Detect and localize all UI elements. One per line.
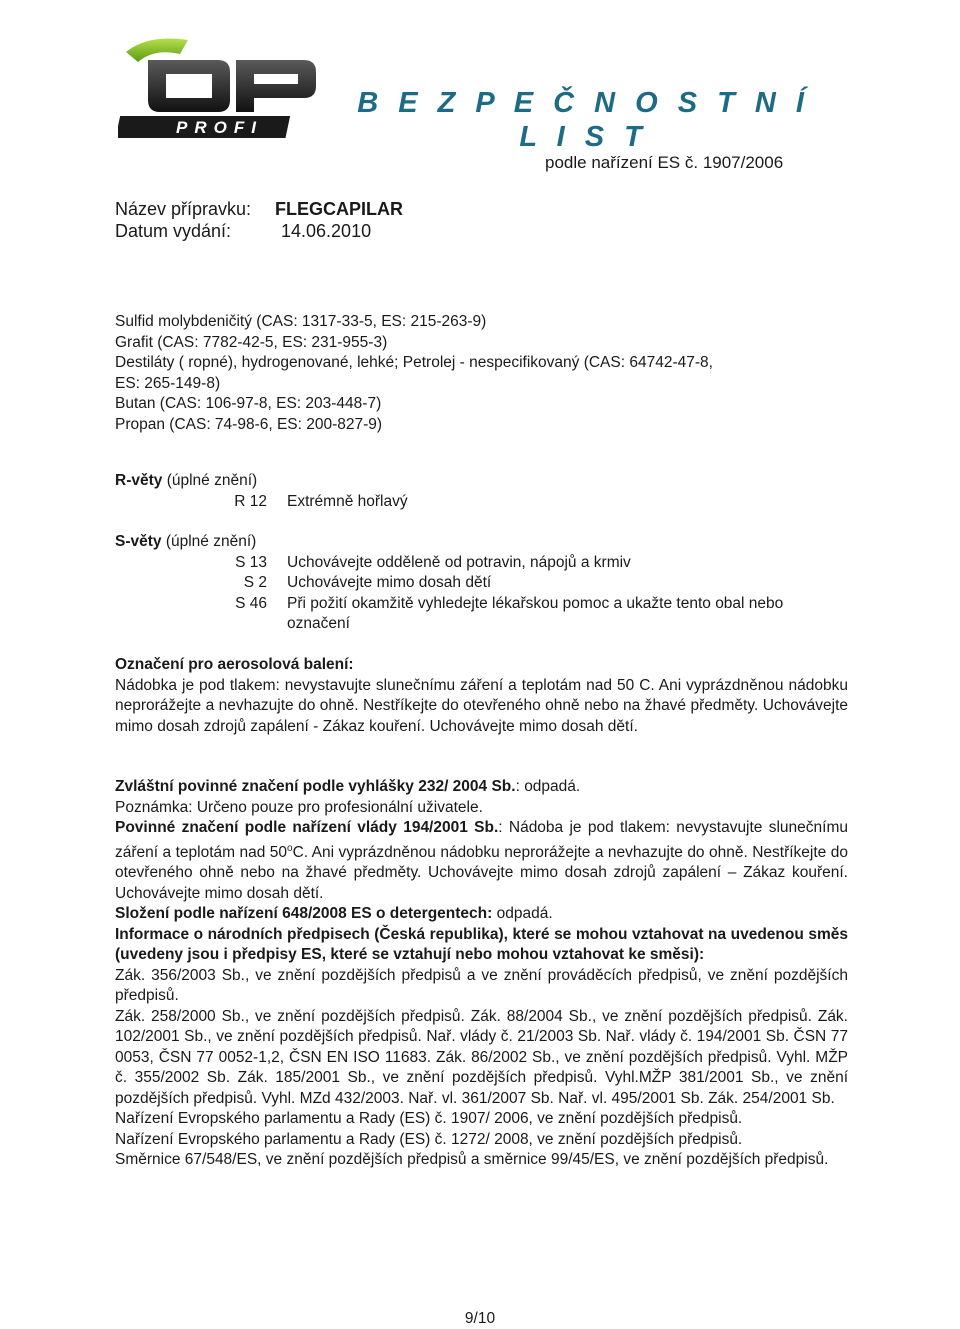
regulation-paragraph: Zák. 356/2003 Sb., ve znění pozdějších předpisů a ve znění prováděcích předpisů, ve znění pozdějších předpisů. — [115, 966, 848, 1005]
product-meta — [115, 198, 403, 242]
regulatory-section — [115, 777, 848, 1171]
composition-line: ES: 265-149-8) — [115, 374, 221, 392]
title-line-2: L I S T — [519, 121, 648, 153]
aerosol-section — [115, 655, 848, 737]
s-phrase-text: Při požití okamžitě vyhledejte lékařskou pomoc a ukažte tento obal nebo označení — [287, 594, 784, 632]
regulation-paragraph: Směrnice 67/548/ES, ve znění pozdějších předpisů a směrnice 99/45/ES, ve znění pozdějších předpisů. — [115, 1151, 829, 1169]
product-name-value: FLEGCAPILAR — [275, 199, 403, 219]
composition-line: Sulfid molybdeničitý (CAS: 1317-33-5, ES: 215-263-9) — [115, 313, 487, 330]
svg-text:PROFI: PROFI — [176, 118, 263, 137]
detergent-composition: Složení podle nařízení 648/2008 ES o detergentech: odpadá. — [115, 905, 553, 923]
s-phrases-heading: S-věty (úplné znění) — [115, 533, 257, 550]
special-labelling: Zvláštní povinné značení podle vyhlášky 232/ 2004 Sb.: odpadá. — [115, 778, 581, 795]
regulation-reference: podle nařízení ES č. 1907/2006 — [545, 153, 784, 172]
s-phrase-row — [115, 594, 848, 635]
product-name-label: Název přípravku: — [115, 199, 252, 219]
aerosol-heading: Označení pro aerosolová balení: — [115, 656, 354, 673]
regulation-paragraph: Nařízení Evropského parlamentu a Rady (ES) č. 1907/ 2006, ve znění pozdějších předpisů. — [115, 1110, 743, 1128]
mandatory-labelling: Povinné značení podle nařízení vlády 194/2001 Sb.: Nádoba je pod tlakem: nevystavujte slunečnímu záření a teplotám nad 50$^o$C. Ani vyprázdněnou nádobku neprorážejte a nevhazujte do ohně. Nestříkejte do otevřeného ohně nebo na žhavé předměty. Uchovávejte mimo dosah zdrojů zapálení – Zákaz kouření. Uchovávejte mimo dosah dětí. — [115, 819, 848, 902]
document-title — [357, 86, 810, 154]
issue-date-value: 14.06.2010 — [281, 221, 372, 241]
r-phrase-row — [115, 492, 848, 513]
r-phrases-section — [115, 471, 848, 512]
national-regulations-heading: Informace o národních předpisech (Česká republika), které se mohou vztahovat na uvedenou směs (uvedeny jsou i předpisy ES, které se vztahují nebo mohou vztahovat ke směsi): — [115, 925, 848, 964]
s-phrase-code: S 46 — [235, 594, 267, 612]
regulation-paragraph: Nařízení Evropského parlamentu a Rady (ES) č. 1272/ 2008, ve znění pozdějších předpisů. — [115, 1130, 743, 1148]
composition-list — [115, 312, 848, 435]
issue-date-label: Datum vydání: — [115, 221, 232, 241]
regulation-paragraph: Zák. 258/2000 Sb., ve znění pozdějších předpisů. Zák. 88/2004 Sb., ve znění pozdějších předpisů. Zák. 102/2001 Sb., ve znění pozdějších předpisů. Nař. vlády č. 21/2003 Sb. Nař. vlády č. 194/2001 Sb. ČSN 77 0053, ČSN 77 0052-1,2, ČSN EN ISO 11683. Zák. 86/2002 Sb., ve znění pozdějších předpisů. Vyhl. MŽP č. 355/2002 Sb. Zák. 185/2001 Sb., ve znění pozdějších předpisů. Vyhl.MŽP 381/2001 Sb., ve znění pozdějších předpisů. Vyhl. MZd 432/2003. Nař. vl. 361/2007 Sb. Nař. vl. 495/2001 Sb. Zák. 254/2001 Sb. — [115, 1007, 848, 1107]
s-phrases-section — [115, 532, 848, 635]
page-number: 9/10 — [464, 1310, 496, 1327]
op-profi-logo — [118, 32, 328, 142]
title-line-1: B E Z P E Č N O S T N Í — [357, 87, 810, 119]
composition-line: Destiláty ( ropné), hydrogenované, lehké; Petrolej - nespecifikovaný (CAS: 64742-47-8, — [115, 354, 713, 371]
s-phrase-code: S 2 — [243, 574, 267, 591]
s-phrase-code: S 13 — [235, 553, 267, 571]
composition-line: Grafit (CAS: 7782-42-5, ES: 231-955-3) — [115, 333, 388, 351]
r-phrase-code: R 12 — [234, 492, 267, 510]
s-phrase-text: Uchovávejte odděleně od potravin, nápojů a krmiv — [287, 553, 631, 571]
r-phrase-text: Extrémně hořlavý — [287, 492, 408, 510]
s-phrase-text: Uchovávejte mimo dosah dětí — [287, 574, 492, 591]
r-phrases-heading: R-věty (úplné znění) — [115, 472, 258, 489]
composition-line: Butan (CAS: 106-97-8, ES: 203-448-7) — [115, 395, 382, 412]
s-phrase-row — [115, 573, 848, 594]
aerosol-text: Nádobka je pod tlakem: nevystavujte slunečnímu záření a teplotám nad 50 C. Ani vyprázdněnou nádobku neprorážejte a nevhazujte do ohně. Nestříkejte do otevřeného ohně nebo na žhavé předměty. Uchovávejte mimo dosah zdrojů zapálení - Zákaz kouření. Uchovávejte mimo dosah dětí. — [115, 676, 848, 735]
composition-line: Propan (CAS: 74-98-6, ES: 200-827-9) — [115, 415, 383, 433]
professional-note: Poznámka: Určeno pouze pro profesionální uživatele. — [115, 798, 483, 816]
s-phrase-row — [115, 553, 848, 574]
